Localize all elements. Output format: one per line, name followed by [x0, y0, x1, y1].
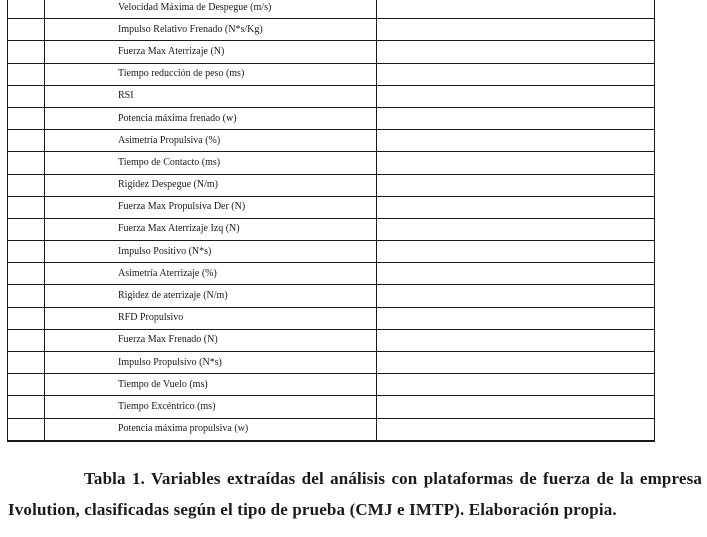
variable-name-cell: Fuerza Max Aterrizaje Izq (N) [45, 218, 377, 240]
variable-name-cell: RFD Propulsivo [45, 307, 377, 329]
variable-name-cell: Rigidez de aterrizaje (N/m) [45, 285, 377, 307]
variable-name-cell: Tiempo Excéntrico (ms) [45, 396, 377, 418]
table-row [8, 329, 655, 351]
test-type-cell [377, 41, 655, 63]
variable-name-cell: Impulso Relativo Frenado (N*s/Kg) [45, 19, 377, 41]
table-row [8, 285, 655, 307]
table-row [8, 174, 655, 196]
row-category-cell [8, 263, 45, 285]
variables-table-body [8, 0, 655, 441]
test-type-cell [377, 152, 655, 174]
test-type-cell [377, 174, 655, 196]
row-category-cell [8, 130, 45, 152]
caption-text: Tabla 1. Variables extraídas del análisis con plataformas de fuerza de la empresa Ivolution, clasificadas según el tipo de prueba (CMJ e IMTP). Elaboración propia. [8, 469, 702, 519]
row-category-cell [8, 396, 45, 418]
row-category-cell [8, 41, 45, 63]
table-row [8, 307, 655, 329]
test-type-cell [377, 0, 655, 19]
table-row [8, 263, 655, 285]
table-row [8, 0, 655, 19]
row-category-cell [8, 329, 45, 351]
row-category-cell [8, 152, 45, 174]
test-type-cell [377, 85, 655, 107]
test-type-cell [377, 241, 655, 263]
variable-name-cell: Rigidez Despegue (N/m) [45, 174, 377, 196]
table-row [8, 19, 655, 41]
row-category-cell [8, 352, 45, 374]
variable-name-cell: Impulso Propulsivo (N*s) [45, 352, 377, 374]
row-category-cell [8, 218, 45, 240]
table-caption [8, 463, 702, 525]
variable-name-cell: RSI [45, 85, 377, 107]
variable-name-cell: Asimetría Aterrizaje (%) [45, 263, 377, 285]
test-type-cell [377, 396, 655, 418]
test-type-cell [377, 196, 655, 218]
variable-name-cell: Fuerza Max Frenado (N) [45, 329, 377, 351]
row-category-cell [8, 196, 45, 218]
test-type-cell [377, 19, 655, 41]
row-category-cell [8, 174, 45, 196]
test-type-cell [377, 329, 655, 351]
variable-name-cell: Tiempo de Contacto (ms) [45, 152, 377, 174]
test-type-cell [377, 218, 655, 240]
table-row [8, 418, 655, 441]
row-category-cell [8, 63, 45, 85]
test-type-cell [377, 107, 655, 129]
test-type-cell [377, 307, 655, 329]
row-category-cell [8, 19, 45, 41]
row-category-cell [8, 285, 45, 307]
test-type-cell [377, 263, 655, 285]
variable-name-cell: Impulso Positivo (N*s) [45, 241, 377, 263]
row-category-cell [8, 307, 45, 329]
table-row [8, 218, 655, 240]
row-category-cell [8, 107, 45, 129]
table-row [8, 107, 655, 129]
test-type-cell [377, 63, 655, 85]
test-type-cell [377, 374, 655, 396]
table-row [8, 41, 655, 63]
table-row [8, 352, 655, 374]
test-type-cell [377, 352, 655, 374]
table-row [8, 374, 655, 396]
variables-table-container [7, 0, 654, 442]
row-category-cell [8, 241, 45, 263]
test-type-cell [377, 285, 655, 307]
variables-table [7, 0, 655, 442]
table-row [8, 152, 655, 174]
variable-name-cell: Velocidad Máxima de Despegue (m/s) [45, 0, 377, 19]
variable-name-cell: Tiempo de Vuelo (ms) [45, 374, 377, 396]
table-row [8, 241, 655, 263]
table-row [8, 63, 655, 85]
table-row [8, 85, 655, 107]
test-type-cell [377, 418, 655, 441]
row-category-cell [8, 374, 45, 396]
variable-name-cell: Potencia máxima propulsiva (w) [45, 418, 377, 441]
table-row [8, 130, 655, 152]
row-category-cell [8, 418, 45, 441]
variable-name-cell: Asimetría Propulsiva (%) [45, 130, 377, 152]
variable-name-cell: Tiempo reducción de peso (ms) [45, 63, 377, 85]
row-category-cell [8, 0, 45, 19]
table-row [8, 396, 655, 418]
variable-name-cell: Fuerza Max Aterrizaje (N) [45, 41, 377, 63]
table-row [8, 196, 655, 218]
variable-name-cell: Fuerza Max Propulsiva Der (N) [45, 196, 377, 218]
row-category-cell [8, 85, 45, 107]
test-type-cell [377, 130, 655, 152]
variable-name-cell: Potencia máxima frenado (w) [45, 107, 377, 129]
